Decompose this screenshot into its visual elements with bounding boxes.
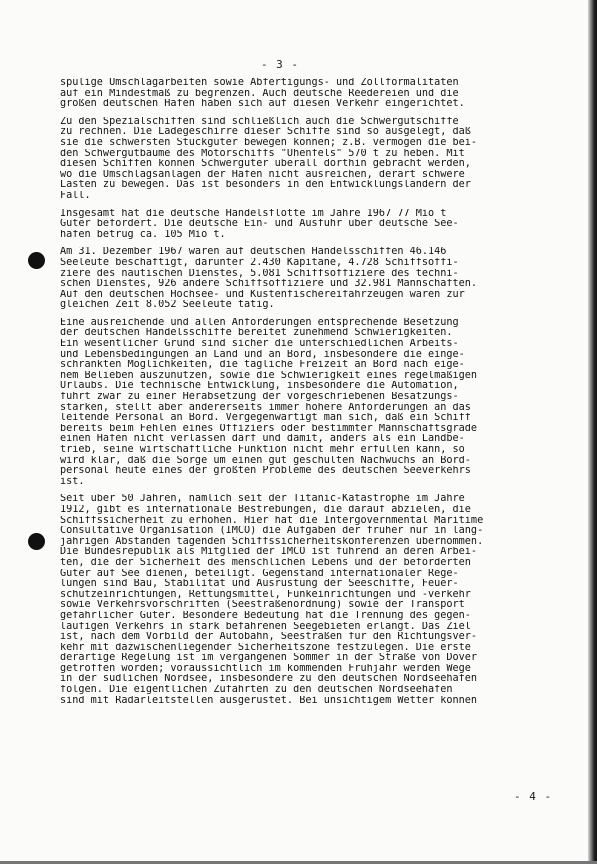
text-line: sowie Verkehrsvorschriften (Seestraßenordnung) sowie der Transport (60, 600, 465, 611)
text-line: folgen. Die eigentlichen Zufahrten zu den deutschen Nordseehäfen (60, 685, 453, 696)
text-line: Seit über 50 Jahren, nämlich seit der Titanic-Katastrophe im Jahre (60, 494, 465, 505)
text-line: spülige Umschlagarbeiten sowie Abfertigungs- und Zollformalitäten (60, 78, 459, 88)
text-line: trieb, seine wirtschaftliche Funktion nicht mehr erfüllen kann, so (60, 445, 465, 455)
text-line: zu rechnen. Die Ladegeschirre dieser Schiffe sind so ausgelegt, daß (60, 127, 471, 138)
text-line: Eine ausreichende und allen Anforderungen entsprechende Besetzung (60, 317, 459, 328)
paragraph (60, 247, 552, 311)
page-number: - 3 - (260, 58, 300, 71)
text-line: der deutschen Handelsschiffe bereitet zunehmend Schwierigkeiten. (60, 328, 453, 339)
text-line: sind mit Radarleitstellen ausgerüstet. Bei unsichtigem Wetter können (60, 695, 478, 706)
continuation-marker: - 4 - (514, 790, 553, 803)
text-line: schutzeinrichtungen, Rettungsmittel, Funkeinrichtungen und -verkehr (60, 589, 471, 600)
punch-hole-upper (28, 252, 45, 269)
text-line: Schiffssicherheit zu erhöhen. Hier hat die Intergovernmental Maritime (60, 515, 484, 526)
paragraph (60, 78, 552, 110)
text-line: Die Bundesrepublik als Mitglied der IMCO ist führend an deren Arbei- (60, 547, 478, 558)
text-line: wo die Umschlagsanlagen der Häfen nicht ausreichen, derart schwere (60, 169, 465, 180)
text-line: wird klar, daß die Sorge um einen gut geschulten Nachwuchs an Bord- (60, 455, 471, 466)
text-line: schen Dienstes, 926 andere Schiffsoffiziere und 32.981 Mannschaften. (60, 279, 478, 290)
text-line: großen deutschen Häfen haben sich auf diesen Verkehr eingerichtet. (60, 99, 465, 110)
text-line: Consultative Organisation (IMCO) die Aufgaben der früher nur in lang- (60, 526, 484, 537)
text-line: Seeleute beschäftigt, darunter 2.430 Kapitäne, 4.728 Schiffsoffi- (60, 257, 459, 268)
text-line: häfen betrug ca. 105 Mio t. (60, 229, 226, 240)
text-line: nem Belieben auszunutzen, sowie die Schwierigkeit eines regelmäßigen (60, 370, 478, 381)
text-line: Ein wesentlicher Grund sind sicher die unterschiedlichen Arbeits- (60, 339, 459, 350)
text-line: Insgesamt hat die deutsche Handelsflotte im Jahre 1967 77 Mio t (60, 208, 447, 219)
document-body (60, 78, 552, 713)
text-line: Fall. (60, 190, 91, 201)
text-line: diesen Schiffen können Schwergüter überall dorthin gebracht werden, (60, 159, 471, 170)
text-line: bereits beim Fehlen eines Offiziers oder bestimmter Mannschaftsgrade (60, 423, 478, 434)
text-line: den Schwergutbäume des Motorschiffs "Uhenfels" 570 t zu heben. Mit (60, 148, 465, 159)
text-line: ziere des nautischen Dienstes, 5.081 Schiffsoffiziere des techni- (60, 268, 459, 279)
text-line: Auf den deutschen Hochsee- und Küstenfischereifahrzeugen waren zur (60, 289, 465, 300)
text-line: und Lebensbedingungen an Land und an Bord, insbesondere die einge- (60, 349, 465, 360)
paragraph (60, 494, 552, 706)
text-line: Urlaubs. Die technische Entwicklung, insbesondere die Automation, (60, 381, 459, 392)
text-line: gleichen Zeit 8.052 Seeleute tätig. (60, 300, 275, 311)
text-line: Güter befördert. Die deutsche Ein- und Ausfuhr über deutsche See- (60, 219, 459, 230)
text-line: lungen sind Bau, Stabilität und Ausrüstung der Seeschiffe, Feuer- (60, 579, 459, 590)
text-line: Güter auf See dienen, beteiligt. Gegenstand internationaler Rege- (60, 568, 459, 579)
text-line: personal heute eines der größten Probleme des deutschen Seeverkehrs (60, 466, 471, 477)
scan-edge-shadow (588, 0, 597, 864)
text-line: in der südlichen Nordsee, insbesondere zu den deutschen Nordseehäfen (60, 674, 478, 685)
text-line: führt zwar zu einer Herabsetzung der vorgeschriebenen Besatzungs- (60, 392, 459, 403)
text-line: leitende Personal an Bord. Vergegenwärtigt man sich, daß ein Schiff (60, 413, 471, 424)
text-line: einen Hafen nicht verlassen darf und damit, anders als ein Landbe- (60, 434, 465, 445)
text-line: jährigen Abständen tagenden Schiffssicherheitskonferenzen übernommen. (60, 536, 484, 547)
text-line: schränkten Möglichkeiten, die tägliche Freizeit an Bord nach eige- (60, 360, 465, 371)
text-line: gefährlicher Güter. Besondere Bedeutung hat die Trennung des gegen- (60, 610, 471, 621)
text-line: kehr mit dazwischenliegender Sicherheitszone festzulegen. Die erste (60, 642, 471, 653)
text-line: getroffen worden; voraussichtlich im kommenden Frühjahr werden Wege (60, 663, 471, 674)
text-line: stärken, stellt aber andererseits immer höhere Anforderungen an das (60, 402, 471, 413)
punch-hole-lower (28, 533, 45, 550)
paragraph (60, 318, 552, 488)
text-line: auf ein Mindestmaß zu begrenzen. Auch deutsche Reedereien und die (60, 88, 459, 99)
text-line: ist, nach dem Vorbild der Autobahn, Seestraßen für den Richtungsver- (60, 632, 478, 643)
text-line: ten, die der Sicherheit des menschlichen Lebens und der beförderten (60, 557, 471, 568)
text-line: sie die schwersten Stückgüter bewegen können; z.B. vermögen die bei- (60, 137, 478, 148)
paragraph (60, 117, 552, 202)
text-line: Lasten zu bewegen. Das ist besonders in den Entwicklungsländern der (60, 180, 471, 191)
text-line: Zu den Spezialschiffen sind schließlich auch die Schwergutschiffe (60, 116, 459, 127)
text-line: läufigen Verkehrs in stark befahrenen Seegebieten erlangt. Das Ziel (60, 621, 471, 632)
text-line: ist. (60, 476, 85, 487)
text-line: Am 31. Dezember 1967 waren auf deutschen Handelsschiffen 46.146 (60, 247, 447, 258)
text-line: derartige Regelung ist im vergangenen Sommer in der Straße von Dover (60, 653, 478, 664)
paragraph (60, 209, 552, 241)
text-line: 1912, gibt es internationale Bestrebungen, die darauf abzielen, die (60, 504, 471, 515)
